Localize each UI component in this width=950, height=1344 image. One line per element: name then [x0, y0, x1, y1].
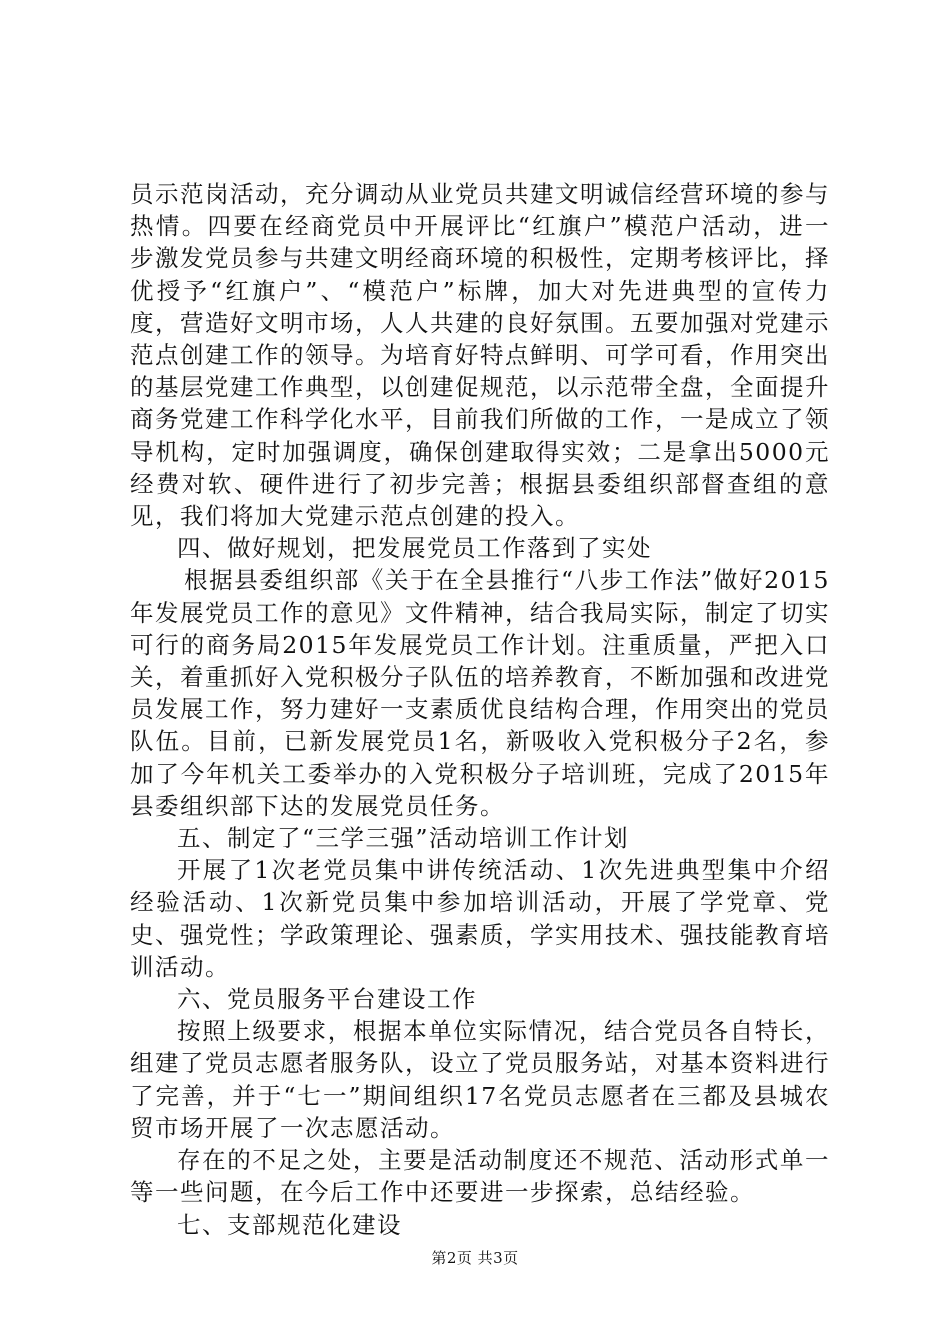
- document-body: [130, 178, 830, 1241]
- paragraph-section-4: 根据县委组织部《关于在全县推行“八步工作法”做好2015年发展党员工作的意见》文件精神，结合我局实际，制定了切实可行的商务局2015年发展党员工作计划。注重质量，严把入口关，着重抓好入党积极分子队伍的培养教育，不断加强和改进党员发展工作，努力建好一支素质优良结构合理，作用突出的党员队伍。目前，已新发展党员1名，新吸收入党积极分子2名，参加了今年机关工委举办的入党积极分子培训班，完成了2015年县委组织部下达的发展党员任务。: [130, 566, 830, 820]
- section-heading-6: 六、党员服务平台建设工作: [177, 985, 477, 1014]
- section-heading-7: 七、支部规范化建设: [177, 1210, 402, 1239]
- section-heading-4: 四、做好规划，把发展党员工作落到了实处: [177, 534, 652, 563]
- section-heading-5: 五、制定了“三学三强”活动培训工作计划: [177, 824, 630, 853]
- paragraph-continuation: 员示范岗活动，充分调动从业党员共建文明诚信经营环境的参与热情。四要在经商党员中开展评比“红旗户”模范户活动，进一步激发党员参与共建文明经商环境的积极性，定期考核评比，择优授予“红旗户”、“模范户”标牌，加大对先进典型的宣传力度，营造好文明市场，人人共建的良好氛围。五要加强对党建示范点创建工作的领导。为培育好特点鲜明、可学可看，作用突出的基层党建工作典型，以创建促规范，以示范带全盘，全面提升商务党建工作科学化水平，目前我们所做的工作，一是成立了领导机构，定时加强调度，确保创建取得实效；二是拿出5000元经费对软、硬件进行了初步完善；根据县委组织部督查组的意见，我们将加大党建示范点创建的投入。: [130, 180, 830, 531]
- page-footer: 第2页 共3页: [431, 1249, 519, 1267]
- paragraph-section-5: 开展了1次老党员集中讲传统活动、1次先进典型集中介绍经验活动、1次新党员集中参加培训活动，开展了学党章、党史、强党性；学政策理论、强素质，学实用技术、强技能教育培训活动。: [130, 856, 830, 981]
- paragraph-shortcomings: 存在的不足之处，主要是活动制度还不规范、活动形式单一等一些问题，在今后工作中还要进一步探索，总结经验。: [130, 1146, 830, 1207]
- paragraph-section-6: 按照上级要求，根据本单位实际情况，结合党员各自特长，组建了党员志愿者服务队，设立了党员服务站，对基本资料进行了完善，并于“七一”期间组织17名党员志愿者在三都及县城农贸市场开展了一次志愿活动。: [130, 1017, 830, 1142]
